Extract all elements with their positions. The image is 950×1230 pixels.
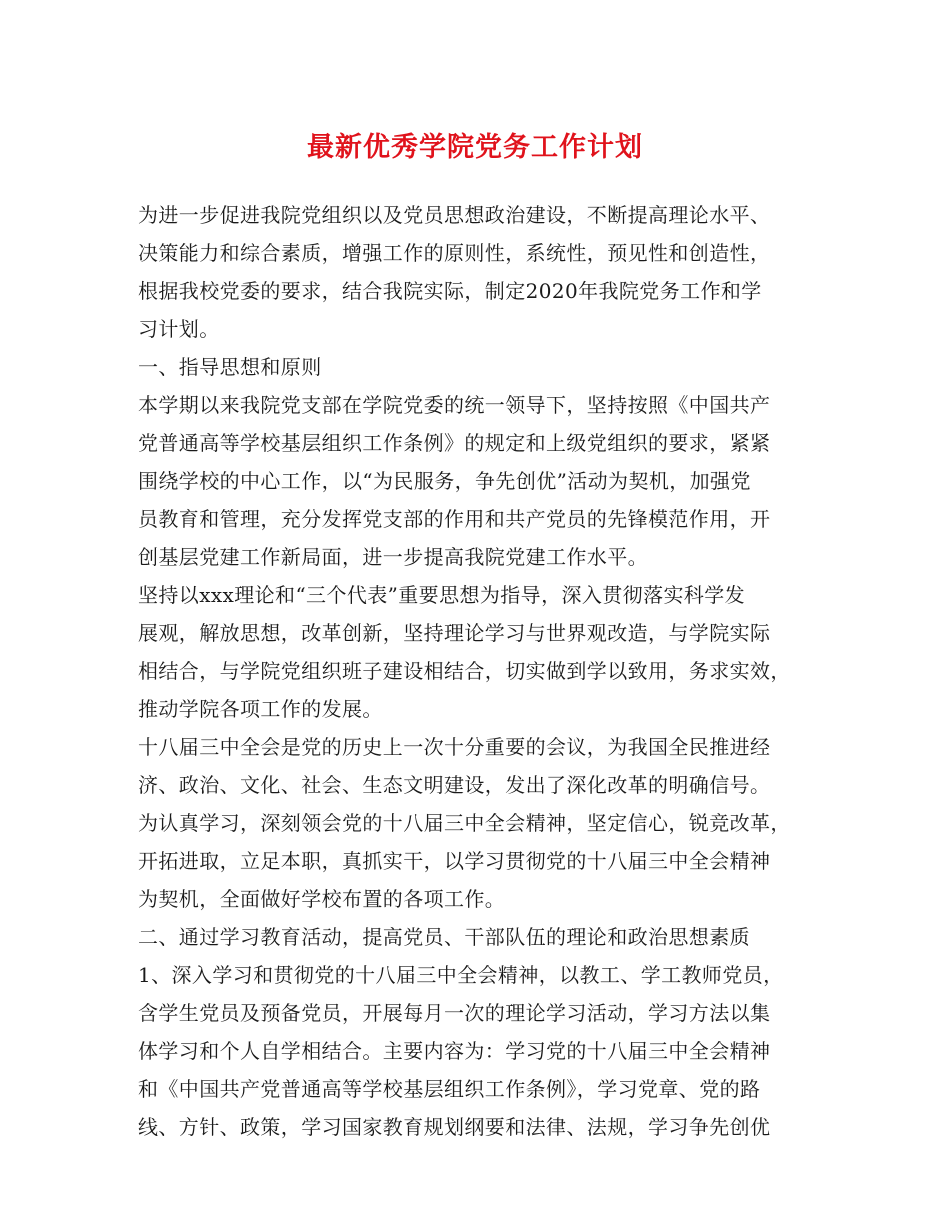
body-line: 展观，解放思想，改革创新，坚持理论学习与世界观改造，与学院实际 [138, 621, 771, 645]
body-line: 开拓进取，立足本职，真抓实干，以学习贯彻党的十八届三中全会精神 [138, 849, 771, 873]
body-line: 本学期以来我院党支部在学院党委的统一领导下，坚持按照《中国共产 [138, 393, 771, 417]
body-line: 创基层党建工作新局面，进一步提高我院党建工作水平。 [138, 545, 648, 569]
body-line: 党普通高等学校基层组织工作条例》的规定和上级党组织的要求，紧紧 [138, 431, 771, 455]
document-body [138, 196, 828, 1146]
body-line: 坚持以xxx理论和“三个代表”重要思想为指导，深入贯彻落实科学发 [138, 583, 746, 607]
body-line: 含学生党员及预备党员，开展每月一次的理论学习活动，学习方法以集 [138, 1001, 771, 1025]
body-line: 和《中国共产党普通高等学校基层组织工作条例》，学习党章、党的路 [138, 1077, 761, 1101]
body-line: 相结合，与学院党组织班子建设相结合，切实做到学以致用，务求实效， [138, 659, 791, 683]
body-line: 习计划。 [138, 317, 220, 341]
body-line: 为认真学习，深刻领会党的十八届三中全会精神，坚定信心，锐竞改革， [138, 811, 791, 835]
body-line: 推动学院各项工作的发展。 [138, 697, 383, 721]
body-line: 济、政治、文化、社会、生态文明建设，发出了深化改革的明确信号。 [138, 773, 771, 797]
section-heading: 一、指导思想和原则 [138, 355, 322, 379]
section-heading: 二、通过学习教育活动，提高党员、干部队伍的理论和政治思想素质 [138, 925, 750, 949]
body-line: 线、方针、政策，学习国家教育规划纲要和法律、法规，学习争先创优 [138, 1115, 771, 1139]
body-line: 体学习和个人自学相结合。主要内容为：学习党的十八届三中全会精神 [138, 1039, 771, 1063]
body-line: 为契机，全面做好学校布置的各项工作。 [138, 887, 506, 911]
body-line: 为进一步促进我院党组织以及党员思想政治建设，不断提高理论水平、 [138, 203, 771, 227]
body-line: 1、深入学习和贯彻党的十八届三中全会精神，以教工、学工教师党员， [138, 963, 784, 987]
body-line: 根据我校党委的要求，结合我院实际，制定2020年我院党务工作和学 [138, 279, 762, 303]
body-line: 围绕学校的中心工作，以“为民服务，争先创优”活动为契机，加强党 [138, 469, 751, 493]
body-line: 十八届三中全会是党的历史上一次十分重要的会议，为我国全民推进经 [138, 735, 771, 759]
document-title: 最新优秀学院党务工作计划 [307, 132, 643, 163]
body-line: 员教育和管理，充分发挥党支部的作用和共产党员的先锋模范作用，开 [138, 507, 771, 531]
body-line: 决策能力和综合素质，增强工作的原则性，系统性，预见性和创造性， [138, 241, 771, 265]
